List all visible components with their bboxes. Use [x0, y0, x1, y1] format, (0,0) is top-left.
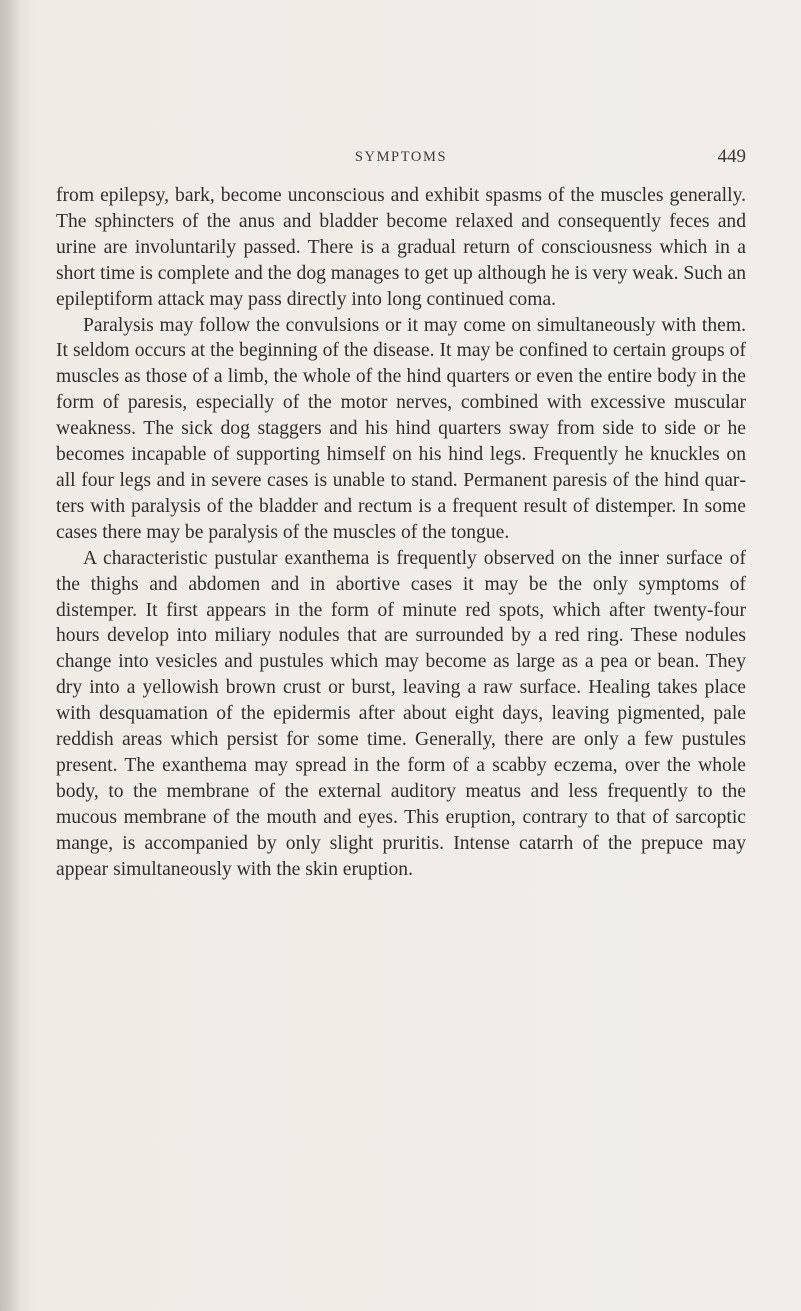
spine-shadow [0, 0, 22, 1311]
paragraph-paralysis: Paralysis may follow the convulsions or it may come on simultaneously with them. It seldom occurs at the beginning of the disease. It may be confined to certain groups of muscles as those of a limb, the whole of the hind quarters or even the entire body in the form of paresis, especially of the motor nerves, combined with excessive muscular weakness. The sick dog staggers and his hind quarters sway from side to side or he becomes incapable of supporting himself on his hind legs. Frequently he knuckles on all four legs and in severe cases is unable to stand. Permanent paresis of the hind quarters with paralysis of the bladder and rectum is a frequent result of distemper. In some cases there may be paralysis of the muscles of the tongue. [56, 314, 746, 543]
paragraph-continuation: from epilepsy, bark, become unconscious and exhibit spasms of the muscles generally. The sphincters of the anus and bladder become relaxed and consequently feces and urine are involuntarily passed. There is a gradual return of consciousness which in a short time is complete and the dog manages to get up although he is very weak. Such an epileptiform attack may pass directly into long continued coma. [56, 185, 746, 310]
page-number: 449 [717, 146, 746, 167]
body-text [56, 183, 746, 882]
paragraph-exanthema: A characteristic pustular exanthema is frequently observed on the inner surface of the thighs and abdomen and in abortive cases it may be the only symptoms of distemper. It first appears in the form of minute red spots, which after twenty-four hours develop into miliary nodules that are surrounded by a red ring. These nodules change into vesicles and pustules which may become as large as a pea or bean. They dry into a yellowish brown crust or burst, leaving a raw surface. Healing takes place with desquamation of the epidermis after about eight days, leaving pigmented, pale reddish areas which persist for some time. Generally, there are only a few pustules present. The exanthema may spread in the form of a scabby eczema, over the whole body, to the membrane of the external auditory meatus and less frequently to the mucous membrane of the mouth and eyes. This eruption, contrary to that of sarcoptic mange, is accompanied by only slight pruritis. Intense catarrh of the prepuce may appear simultaneously with the skin eruption. [56, 547, 746, 880]
running-head-title: SYMPTOMS [354, 149, 448, 165]
running-head [56, 146, 746, 173]
